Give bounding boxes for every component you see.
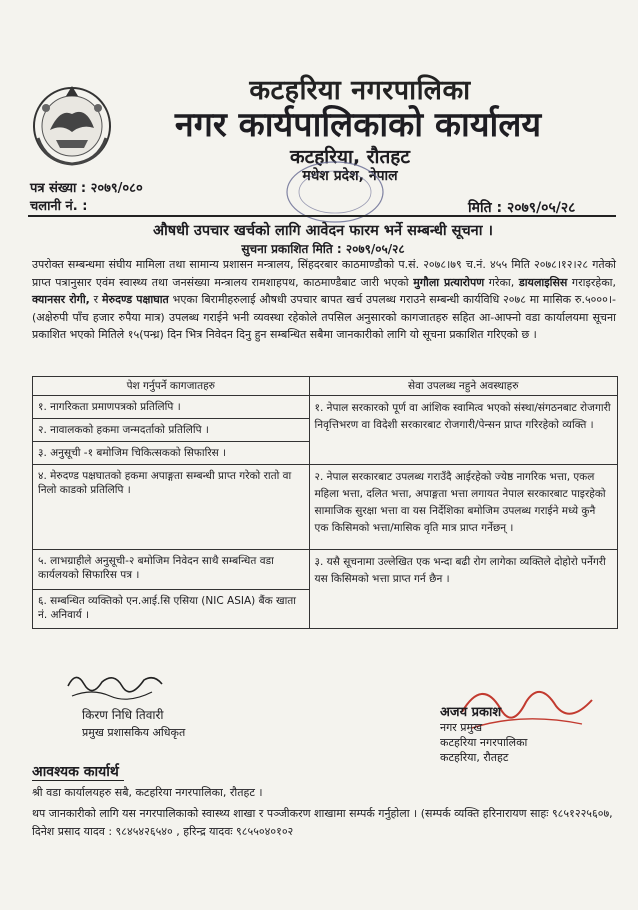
- dispatch-number: चलानी नं. :: [30, 199, 88, 214]
- office-seal: [280, 150, 390, 230]
- required-action-underline: [32, 780, 124, 781]
- signatory-left: [62, 666, 262, 740]
- signatory-right-office: कटहरिया नगरपालिका: [440, 736, 528, 749]
- required-action-title: आवश्यक कार्यार्थ: [32, 764, 119, 780]
- office-province: मधेश प्रदेश, नेपाल: [302, 168, 398, 184]
- office-location: कटहरिया, रौतहट: [290, 146, 410, 168]
- municipality-name: कटहरिया नगरपालिका: [249, 75, 471, 106]
- header-divider: [28, 215, 616, 217]
- table-cell-doc: २. नावालकको हकमा जन्मदर्ताको प्रतिलिपि ।: [33, 419, 310, 442]
- signatory-right-name: अजय प्रकाश: [440, 705, 502, 720]
- required-action-recipient: श्री वडा कार्यालयहरु सबै, कटहरिया नगरपालिका, रौतहट ।: [32, 786, 263, 799]
- signatory-left-designation: प्रमुख प्रशासकिय अधिकृत: [82, 726, 186, 739]
- signatory-right: [440, 672, 630, 765]
- notice-published-date: सुचना प्रकाशित मिति : २०७९/०५/२८: [241, 242, 405, 256]
- office-name: नगर कार्यपालिकाको कार्यालय: [174, 105, 542, 145]
- notice-subject: औषधी उपचार खर्चको लागि आवेदन फारम भर्ने सम्बन्धी सूचना ।: [152, 223, 494, 239]
- notice-body: उपरोक्त सम्बन्धमा संघीय मामिला तथा सामान्य प्रशासन मन्त्रालय, सिंहदरबार काठमाण्डौको प.सं. २०७८।७९ च.नं. ४५५ मिति २०७८।१२।२८ गतेको प्राप्त पत्रानुसार एवंम स्वास्थ्य तथा जनसंख्या मन्त्रालय रामशाहपथ, काठमाण्डैबाट जारी भएको मुगौला प्रत्यारोपण गरेका, डायलाइसिस गराइरहेका, क्यानसर रोगी, र मेरुदण्ड पक्षाघात भएका बिरामीहरुलाई औषधी उपचार बापत खर्च उपलब्ध गराउने सम्बन्धी कार्यविधि २०७८ मा मासिक रु.५०००।- (अक्षेरुपी पाँच हजार रुपैया मात्र) उपलब्ध गराईने भनी व्यवस्था रहेकोले तपसिल अनुसारको कागजातहरु सहित आ-आफ्नो वडा कार्यालयमा सूचना प्रकाशित भएको मितिले १५(पन्ध्र) दिन भित्र निवेदन दिनु हुन सम्बन्धित सबैमा जानकारीको लागि यो सूचना प्रकाशित गरिएको छ ।: [32, 258, 616, 341]
- table-cell-doc: ६. सम्बन्धित व्यक्तिको एन.आई.सि एसिया (NIC ASIA) बैंक खाता नं. अनिवार्य ।: [33, 589, 310, 629]
- signatory-right-place: कटहरिया, रौतहट: [440, 751, 509, 764]
- table-cell-condition: ३. यसै सूचनामा उल्लेखित एक भन्दा बढी रोग लागेका व्यक्तिले दोहोरो पर्नेगरी यस किसिमको भत्ता प्राप्त गर्न छैन ।: [309, 550, 617, 629]
- signature-scribble-left: [62, 666, 182, 700]
- requirements-table: [32, 376, 618, 629]
- table-header-conditions: सेवा उपलब्ध नहुने अवस्थाहरु: [309, 377, 617, 396]
- letter-number: पत्र संख्या : २०७९/०८०: [30, 181, 143, 196]
- signatory-left-name: किरण निधि तिवारी: [82, 708, 164, 722]
- table-cell-condition: २. नेपाल सरकारबाट उपलब्ध गराउँदै आईरहेको ज्येष्ठ नागरिक भत्ता, एकल महिला भत्ता, दलित भत्ता, अपाङ्गता भत्ता लगायत नेपाल सरकारबाट पाइरहेको सामाजिक सुरक्षा भत्ता वा यस निर्देशिका बमोजिम उपलब्ध गराईने मध्ये कुनै एक किसिमको भत्ता/मासिक वृति मात्र प्राप्त गर्नेछन् ।: [309, 465, 617, 550]
- signatory-right-designation: नगर प्रमुख: [440, 721, 483, 734]
- required-action-contact: थप जानकारीको लागि यस नगरपालिकाको स्वास्थ्य शाखा र पञ्जीकरण शाखामा सम्पर्क गर्नुहोला । (सम्पर्क व्यक्ति हरिनारायण साहः ९८५१२२५६०७, दिनेश प्रसाद यादव : ९८४५४२६५४० , हरिन्द्र यादवः ९८५५०४०१०२: [32, 807, 613, 838]
- table-header-documents: पेश गर्नुपर्ने कागजातहरु: [33, 377, 310, 396]
- letter-date: मिति : २०७९/०५/२८: [468, 200, 576, 216]
- table-cell-doc: ५. लाभग्राहीले अनुसूची-२ बमोजिम निवेदन साथै सम्बन्धित वडा कार्यलयको सिफारिस पत्र ।: [33, 550, 310, 590]
- table-cell-doc: ३. अनुसूची -१ बमोजिम चिकित्सकको सिफारिस ।: [33, 442, 310, 465]
- table-cell-doc: १. नागरिकता प्रमाणपत्रको प्रतिलिपि ।: [33, 396, 310, 419]
- table-cell-doc: ४. मेरुदण्ड पक्षघातको हकमा अपाङ्गता सम्बन्धी प्राप्त गरेको रातो वा निलो काडको प्रतिलिपि ।: [33, 465, 310, 550]
- nepal-emblem-icon: [26, 78, 118, 170]
- table-cell-condition: १. नेपाल सरकारको पूर्ण वा आंशिक स्वामित्व भएको संस्था/संगठनबाट रोजगारी निवृत्तिभरण वा विदेशी सरकारबाट रोजगारी/पेन्सन प्राप्त गरिरहेको व्यक्ति ।: [309, 396, 617, 465]
